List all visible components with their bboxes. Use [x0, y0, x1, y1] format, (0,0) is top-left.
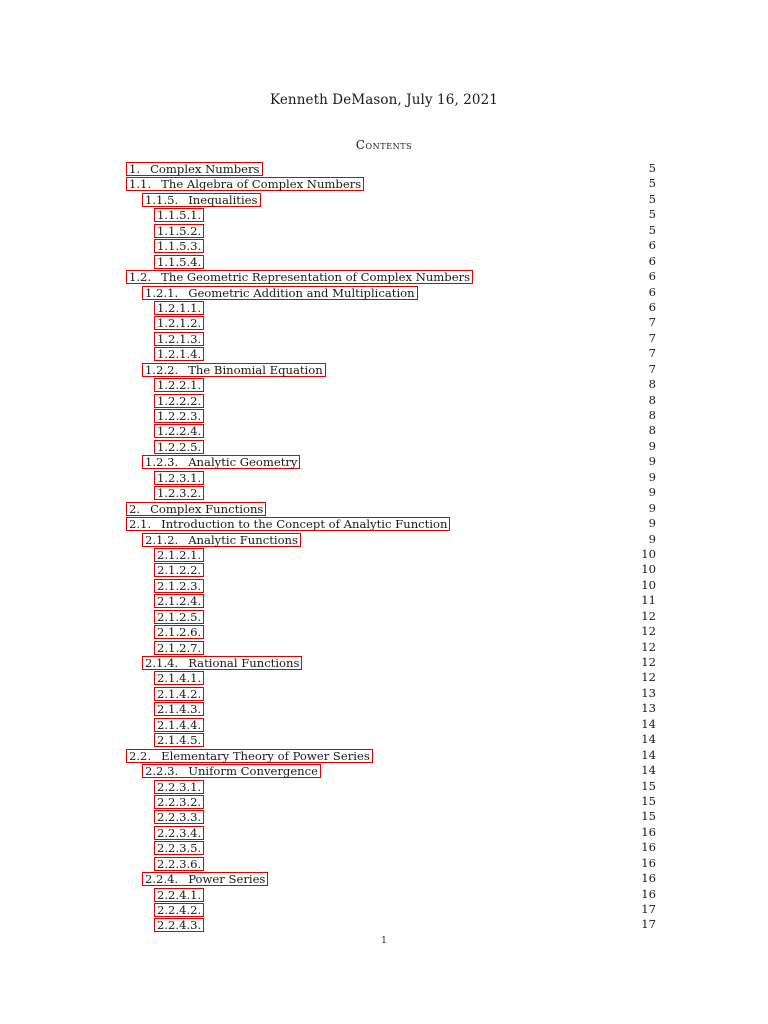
toc-row — [126, 161, 656, 176]
toc-row — [126, 362, 656, 377]
toc-link[interactable] — [126, 502, 266, 516]
toc-link[interactable] — [154, 795, 204, 809]
toc-page-number: 16 — [641, 824, 656, 839]
toc-row — [126, 578, 656, 593]
toc-link[interactable] — [154, 579, 204, 593]
toc-title: Introduction to the Concept of Analytic Function — [161, 517, 448, 532]
toc-number: 1.2.1.2. — [157, 316, 202, 331]
toc-page-number: 17 — [641, 917, 656, 932]
toc-number: 1.1.5.3. — [157, 239, 202, 254]
toc-number: 2.1.2.6. — [157, 625, 202, 640]
toc-row — [126, 562, 656, 577]
toc-row — [126, 423, 656, 438]
toc-link[interactable] — [154, 841, 204, 855]
toc-page-number: 14 — [641, 716, 656, 731]
toc-link[interactable] — [142, 872, 268, 886]
toc-number: 2.1.4.2. — [157, 686, 202, 701]
toc-row — [126, 315, 656, 330]
toc-row — [126, 686, 656, 701]
toc-row — [126, 825, 656, 840]
toc-link[interactable] — [154, 424, 204, 438]
toc-page-number: 12 — [641, 639, 656, 654]
toc-link[interactable] — [154, 610, 204, 624]
toc-number: 2.1.4.4. — [157, 717, 202, 732]
toc-number: 1.2.2.2. — [157, 393, 202, 408]
toc-number: 2.2.3.2. — [157, 794, 202, 809]
toc-number: 1.2.2.3. — [157, 409, 202, 423]
toc-title: Analytic Functions — [188, 532, 298, 547]
toc-page-number: 5 — [648, 191, 656, 206]
toc-page-number: 9 — [648, 516, 656, 531]
toc-page-number: 12 — [641, 624, 656, 639]
toc-page-number: 8 — [648, 392, 656, 407]
toc-row — [126, 871, 656, 886]
toc-title: Complex Numbers — [150, 162, 260, 176]
toc-number: 2.1.2.7. — [157, 640, 202, 655]
toc-number: 1.2.2.5. — [157, 439, 202, 454]
toc-link[interactable] — [154, 918, 204, 932]
toc-page-number: 9 — [648, 469, 656, 484]
toc-page-number: 5 — [648, 207, 656, 222]
toc-row — [126, 809, 656, 824]
toc-number: 2.2.3.3. — [157, 810, 202, 825]
toc-link[interactable] — [154, 810, 204, 824]
toc-number: 1.1. — [129, 177, 152, 192]
toc-row — [126, 732, 656, 747]
toc-row — [126, 763, 656, 778]
toc-page-number: 16 — [641, 886, 656, 901]
toc-row — [126, 840, 656, 855]
toc-page-number: 10 — [641, 577, 656, 592]
toc-row — [126, 192, 656, 207]
toc-row — [126, 887, 656, 902]
toc-page-number: 16 — [641, 840, 656, 855]
toc-title: Analytic Geometry — [188, 455, 298, 470]
toc-page-number: 7 — [648, 330, 656, 345]
toc-link[interactable] — [142, 533, 301, 547]
toc-link[interactable] — [154, 594, 204, 608]
toc-page-number: 6 — [648, 299, 656, 314]
toc-row — [126, 408, 656, 423]
toc-number: 2.2.3.1. — [157, 779, 202, 794]
toc-title: Power Series — [188, 872, 266, 887]
toc-row — [126, 393, 656, 408]
toc-number: 1.2.2.4. — [157, 424, 202, 439]
toc-row — [126, 285, 656, 300]
toc-number: 1.2.3. — [145, 455, 179, 470]
toc-page-number: 7 — [648, 346, 656, 361]
toc-row — [126, 547, 656, 562]
toc-number: 2.1.4. — [145, 656, 179, 670]
toc-row — [126, 640, 656, 655]
toc-link[interactable] — [154, 301, 204, 315]
toc-number: 2.2.4. — [145, 872, 179, 887]
table-of-contents — [126, 161, 656, 933]
toc-link[interactable] — [154, 780, 204, 794]
toc-row — [126, 670, 656, 685]
toc-number: 1. — [129, 162, 141, 176]
toc-number: 1.1.5.4. — [157, 254, 202, 269]
toc-number: 1.2.1. — [145, 285, 179, 300]
toc-page-number: 9 — [648, 438, 656, 453]
toc-page-number: 5 — [648, 222, 656, 237]
toc-row — [126, 346, 656, 361]
toc-link[interactable] — [154, 718, 204, 732]
toc-number: 2. — [129, 501, 141, 516]
toc-link[interactable] — [154, 394, 204, 408]
toc-page-number: 15 — [641, 778, 656, 793]
toc-number: 1.1.5.1. — [157, 208, 202, 223]
toc-link[interactable] — [154, 409, 204, 423]
toc-page-number: 9 — [648, 454, 656, 469]
page-number: 1 — [381, 936, 387, 946]
toc-link[interactable] — [154, 625, 204, 639]
toc-number: 1.2.1.1. — [157, 300, 202, 315]
toc-row — [126, 516, 656, 531]
toc-page-number: 8 — [648, 423, 656, 438]
toc-row — [126, 223, 656, 238]
toc-row — [126, 269, 656, 284]
toc-link[interactable] — [126, 270, 473, 284]
toc-number: 2.1.2.2. — [157, 563, 202, 578]
toc-link[interactable] — [154, 888, 204, 902]
toc-page-number: 12 — [641, 655, 656, 669]
toc-link[interactable] — [126, 517, 450, 531]
toc-number: 2.2.4.2. — [157, 903, 202, 917]
toc-row — [126, 207, 656, 222]
toc-link[interactable] — [142, 286, 418, 300]
toc-page-number: 17 — [641, 902, 656, 916]
toc-row — [126, 331, 656, 346]
toc-page-number: 15 — [641, 809, 656, 824]
toc-row — [126, 593, 656, 608]
toc-link[interactable] — [142, 764, 321, 778]
toc-page-number: 12 — [641, 670, 656, 685]
toc-row — [126, 701, 656, 716]
toc-row — [126, 485, 656, 500]
toc-page-number: 8 — [648, 377, 656, 392]
toc-link[interactable] — [142, 455, 300, 469]
toc-row — [126, 501, 656, 516]
toc-page-number: 9 — [648, 485, 656, 500]
toc-page-number: 12 — [641, 608, 656, 623]
toc-link[interactable] — [126, 162, 263, 176]
toc-link[interactable] — [154, 471, 204, 485]
toc-link[interactable] — [154, 641, 204, 655]
toc-title: Geometric Addition and Multiplication — [188, 285, 415, 300]
toc-row — [126, 300, 656, 315]
toc-number: 2.2.3.5. — [157, 841, 202, 856]
toc-link[interactable] — [154, 687, 204, 701]
toc-number: 1.2.3.1. — [157, 470, 202, 485]
toc-link[interactable] — [154, 440, 204, 454]
toc-title: Rational Functions — [188, 656, 300, 670]
toc-row — [126, 176, 656, 191]
toc-number: 2.2.4.3. — [157, 918, 202, 933]
toc-row — [126, 748, 656, 763]
toc-link[interactable] — [154, 702, 204, 716]
toc-link[interactable] — [154, 316, 204, 330]
toc-link[interactable] — [126, 177, 364, 191]
toc-row — [126, 439, 656, 454]
toc-link[interactable] — [154, 224, 204, 238]
toc-page-number: 11 — [641, 593, 656, 608]
toc-number: 2.2.3.6. — [157, 856, 202, 871]
toc-link[interactable] — [154, 826, 204, 840]
author-date-line: Kenneth DeMason, July 16, 2021 — [270, 92, 498, 108]
toc-row — [126, 917, 656, 932]
toc-row — [126, 717, 656, 732]
toc-link[interactable] — [154, 548, 204, 562]
toc-number: 2.2.4.1. — [157, 887, 202, 902]
toc-number: 2.1.2.4. — [157, 594, 202, 609]
toc-page-number: 10 — [641, 562, 656, 577]
toc-number: 1.2.2. — [145, 362, 179, 377]
toc-page-number: 6 — [648, 269, 656, 284]
toc-link[interactable] — [154, 239, 204, 253]
toc-title: Complex Functions — [150, 501, 264, 516]
toc-number: 1.1.5.2. — [157, 223, 202, 238]
toc-page-number: 14 — [641, 763, 656, 778]
toc-number: 2.1.4.1. — [157, 671, 202, 686]
toc-title: Inequalities — [188, 192, 258, 207]
toc-page-number: 6 — [648, 284, 656, 299]
toc-row — [126, 902, 656, 917]
toc-link[interactable] — [126, 749, 373, 763]
toc-page-number: 9 — [648, 531, 656, 546]
toc-link[interactable] — [154, 671, 204, 685]
toc-row — [126, 779, 656, 794]
toc-row — [126, 454, 656, 469]
toc-link[interactable] — [154, 332, 204, 346]
toc-row — [126, 238, 656, 253]
toc-row — [126, 254, 656, 269]
toc-title: Uniform Convergence — [188, 764, 319, 779]
toc-number: 2.1.2.1. — [157, 547, 202, 562]
toc-number: 2.1.2. — [145, 532, 179, 547]
toc-link[interactable] — [154, 733, 204, 747]
toc-link[interactable] — [154, 208, 204, 222]
toc-number: 2.1.2.3. — [157, 578, 202, 593]
toc-link[interactable] — [154, 255, 204, 269]
toc-page-number: 16 — [641, 871, 656, 886]
toc-page-number: 6 — [648, 253, 656, 268]
toc-row — [126, 532, 656, 547]
toc-number: 2.2.3.4. — [157, 825, 202, 840]
toc-link[interactable] — [154, 903, 204, 917]
toc-page-number: 14 — [641, 747, 656, 762]
toc-row — [126, 794, 656, 809]
toc-number: 2.2.3. — [145, 764, 179, 779]
toc-number: 1.2. — [129, 270, 152, 285]
toc-page-number: 13 — [641, 701, 656, 716]
toc-number: 2.2. — [129, 748, 152, 763]
toc-row — [126, 609, 656, 624]
toc-link[interactable] — [154, 486, 204, 500]
toc-link[interactable] — [154, 857, 204, 871]
toc-number: 1.2.1.3. — [157, 331, 202, 346]
toc-number: 2.1. — [129, 517, 152, 532]
toc-page-number: 6 — [648, 238, 656, 253]
toc-row — [126, 624, 656, 639]
toc-page-number: 5 — [648, 176, 656, 191]
toc-page-number: 8 — [648, 408, 656, 422]
toc-number: 2.1.4.3. — [157, 702, 202, 717]
toc-number: 1.1.5. — [145, 192, 179, 207]
toc-number: 2.1.2.5. — [157, 609, 202, 624]
toc-row — [126, 470, 656, 485]
toc-link[interactable] — [142, 193, 261, 207]
toc-row — [126, 655, 656, 670]
toc-title: The Binomial Equation — [188, 362, 323, 377]
toc-page-number: 5 — [648, 161, 656, 175]
toc-page-number: 7 — [648, 361, 656, 376]
toc-row — [126, 377, 656, 392]
toc-page-number: 9 — [648, 500, 656, 515]
toc-title: The Algebra of Complex Numbers — [161, 177, 362, 192]
toc-title: Elementary Theory of Power Series — [161, 748, 370, 763]
toc-number: 1.2.2.1. — [157, 378, 202, 393]
toc-link[interactable] — [142, 363, 326, 377]
toc-number: 1.2.3.2. — [157, 486, 202, 501]
toc-page-number: 13 — [641, 685, 656, 700]
toc-row — [126, 856, 656, 871]
toc-link[interactable] — [154, 378, 204, 392]
toc-page-number: 14 — [641, 732, 656, 747]
toc-page-number: 7 — [648, 315, 656, 330]
toc-page-number: 15 — [641, 793, 656, 808]
contents-heading: Contents — [355, 138, 413, 152]
toc-page-number: 16 — [641, 855, 656, 870]
toc-number: 2.1.4.5. — [157, 733, 202, 748]
toc-link[interactable] — [154, 347, 204, 361]
toc-title: The Geometric Representation of Complex Numbers — [161, 270, 471, 285]
toc-link[interactable] — [154, 563, 204, 577]
toc-page-number: 10 — [641, 546, 656, 561]
toc-number: 1.2.1.4. — [157, 347, 202, 362]
toc-link[interactable] — [142, 656, 302, 670]
